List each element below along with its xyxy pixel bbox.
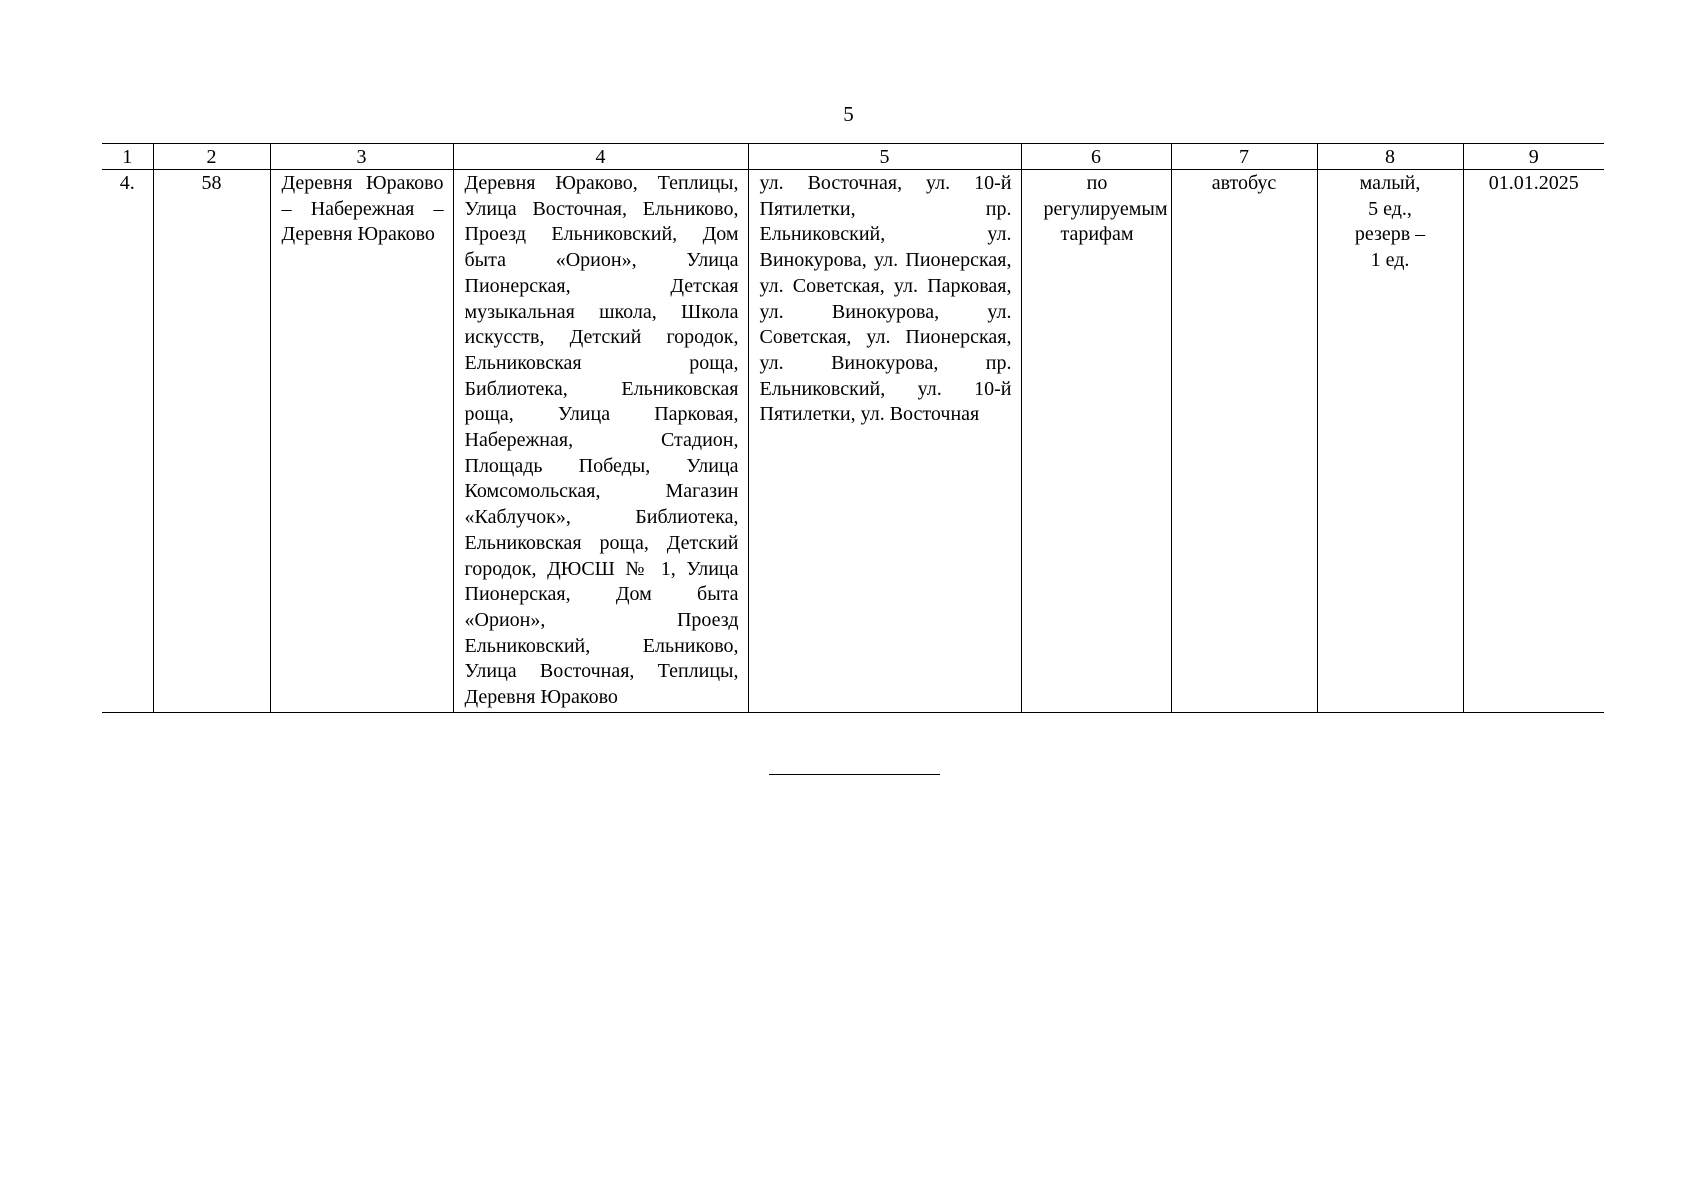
column-header-5: 5: [748, 144, 1021, 170]
header-row: [102, 144, 1604, 170]
row-number-cell: 4.: [102, 170, 153, 713]
separator-line: [769, 774, 940, 775]
tariff-cell: по регулируемым тарифам: [1021, 170, 1171, 713]
table-row: [102, 170, 1604, 713]
column-header-3: 3: [270, 144, 453, 170]
column-header-7: 7: [1171, 144, 1317, 170]
streets-cell: ул. Восточная, ул. 10-й Пятилетки, пр. Ельниковский, ул. Винокурова, ул. Пионерская, ул. Советская, ул. Парковая, ул. Винокурова, ул. Советская, ул. Пионерская, ул. Винокурова, пр. Ельниковский, ул. 10-й Пятилетки, ул. Восточная: [748, 170, 1021, 713]
vehicle-class-line: 5 ед.,: [1368, 197, 1412, 220]
stops-cell: Деревня Юраково, Теплицы, Улица Восточная, Ельниково, Проезд Ельниковский, Дом быта «Орион», Улица Пионерская, Детская музыкальная школа, Школа искусств, Детский городок, Ельниковская роща, Библиотека, Ельниковская роща, Улица Парковая, Набережная, Стадион, Площадь Победы, Улица Комсомольская, Магазин «Каблучок», Библиотека, Ельниковская роща, Детский городок, ДЮСШ № 1, Улица Пионерская, Дом быта «Орион», Проезд Ельниковский, Ельниково, Улица Восточная, Теплицы, Деревня Юраково: [453, 170, 748, 713]
column-header-1: 1: [102, 144, 153, 170]
column-header-4: 4: [453, 144, 748, 170]
column-header-9: 9: [1463, 144, 1604, 170]
vehicle-class-line: малый,: [1359, 172, 1421, 194]
column-header-2: 2: [153, 144, 270, 170]
column-header-6: 6: [1021, 144, 1171, 170]
start-date-cell: 01.01.2025: [1463, 170, 1604, 713]
vehicle-class-line: 1 ед.: [1370, 249, 1410, 272]
vehicle-class-cell: [1317, 170, 1463, 713]
vehicle-type-cell: автобус: [1171, 170, 1317, 713]
route-table: [102, 143, 1604, 713]
page-number: 5: [843, 102, 854, 126]
column-header-8: 8: [1317, 144, 1463, 170]
vehicle-class-line: резерв –: [1354, 223, 1426, 246]
route-name-cell: Деревня Юраково – Набережная – Деревня Юраково: [270, 170, 453, 713]
route-number-cell: 58: [153, 170, 270, 713]
